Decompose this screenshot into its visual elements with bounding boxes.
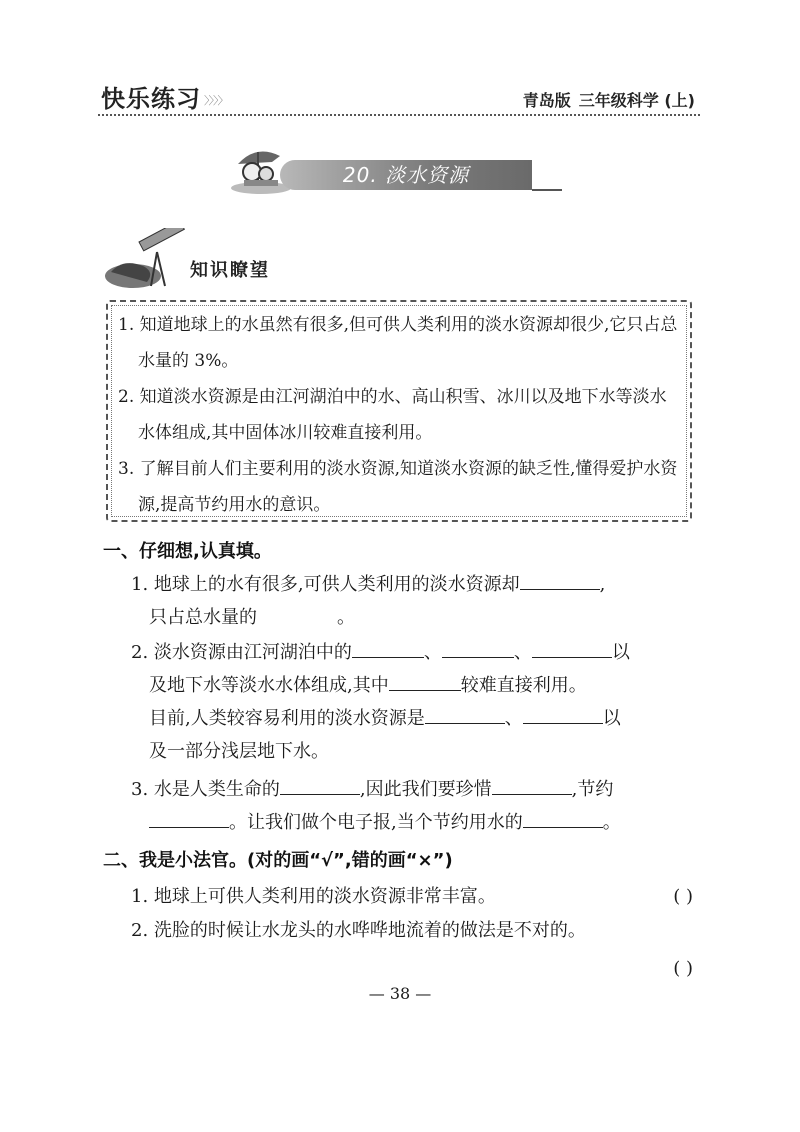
- section1-question-1: 1. 地球上的水有很多,可供人类利用的淡水资源却 , 只占总水量的 。: [131, 568, 691, 634]
- knowledge-item: 2. 知道淡水资源是由江河湖泊中的水、高山积雪、冰川以及地下水等淡水水体组成,其中固体冰川较难直接利用。: [118, 387, 667, 443]
- header-book: 三年级科学 (上): [578, 91, 695, 110]
- answer-paren[interactable]: ( ): [673, 886, 693, 907]
- knowledge-item: 1. 知道地球上的水虽然有很多,但可供人类利用的淡水资源却很少,它只占总水量的 3%。: [118, 315, 678, 371]
- banner-underline: [532, 189, 562, 191]
- knowledge-title: 知识瞭望: [190, 260, 270, 281]
- knowledge-list: [118, 307, 682, 523]
- answer-blank[interactable]: [520, 569, 600, 590]
- telescope-icon: [103, 228, 189, 290]
- answer-blank[interactable]: [442, 637, 514, 658]
- header-edition: 青岛版: [522, 91, 571, 110]
- answer-blank[interactable]: [532, 637, 612, 658]
- answer-blank[interactable]: [149, 807, 229, 828]
- section2-question-1: 1. 地球上可供人类利用的淡水资源非常丰富。 ( ): [131, 880, 693, 913]
- lesson-title-banner: 20. 淡水资源: [280, 160, 532, 190]
- answer-blank[interactable]: [352, 637, 424, 658]
- section1-question-3: 3. 水是人类生命的 ,因此我们要珍惜 ,节约 。让我们做个电子报,当个节约用水的 。: [131, 773, 701, 839]
- section1-question-2: 2. 淡水资源由江河湖泊中的 、 、 以 及地下水等淡水水体组成,其中 较难直接利用。 目前,人类较容易利用的淡水资源是 、 以 及一部分浅层地下水。: [131, 636, 701, 768]
- answer-blank[interactable]: [425, 703, 505, 724]
- header-left-title: 快乐练习: [101, 85, 201, 113]
- section1-heading: 一、仔细想,认真填。: [103, 541, 272, 562]
- answer-blank[interactable]: [492, 774, 572, 795]
- answer-blank[interactable]: [257, 602, 337, 623]
- answer-blank[interactable]: [280, 774, 360, 795]
- answer-blank[interactable]: [523, 807, 603, 828]
- header-right: [515, 88, 695, 111]
- header-divider: [98, 114, 700, 116]
- knowledge-item: 3. 了解目前人们主要利用的淡水资源,知道淡水资源的缺乏性,懂得爱护水资源,提高节约用水的意识。: [118, 459, 678, 515]
- answer-blank[interactable]: [389, 670, 461, 691]
- section2-question-2: 2. 洗脸的时候让水龙头的水哗哗地流着的做法是不对的。: [131, 920, 586, 941]
- section2-question-2-answer: [131, 952, 693, 985]
- section2-heading: 二、我是小法官。(对的画“√”,错的画“×”): [103, 850, 453, 871]
- page-number: — 38 —: [368, 984, 432, 1003]
- answer-paren[interactable]: ( ): [673, 958, 693, 979]
- header-arrows: 〉〉〉〉: [204, 94, 228, 107]
- answer-blank[interactable]: [523, 703, 603, 724]
